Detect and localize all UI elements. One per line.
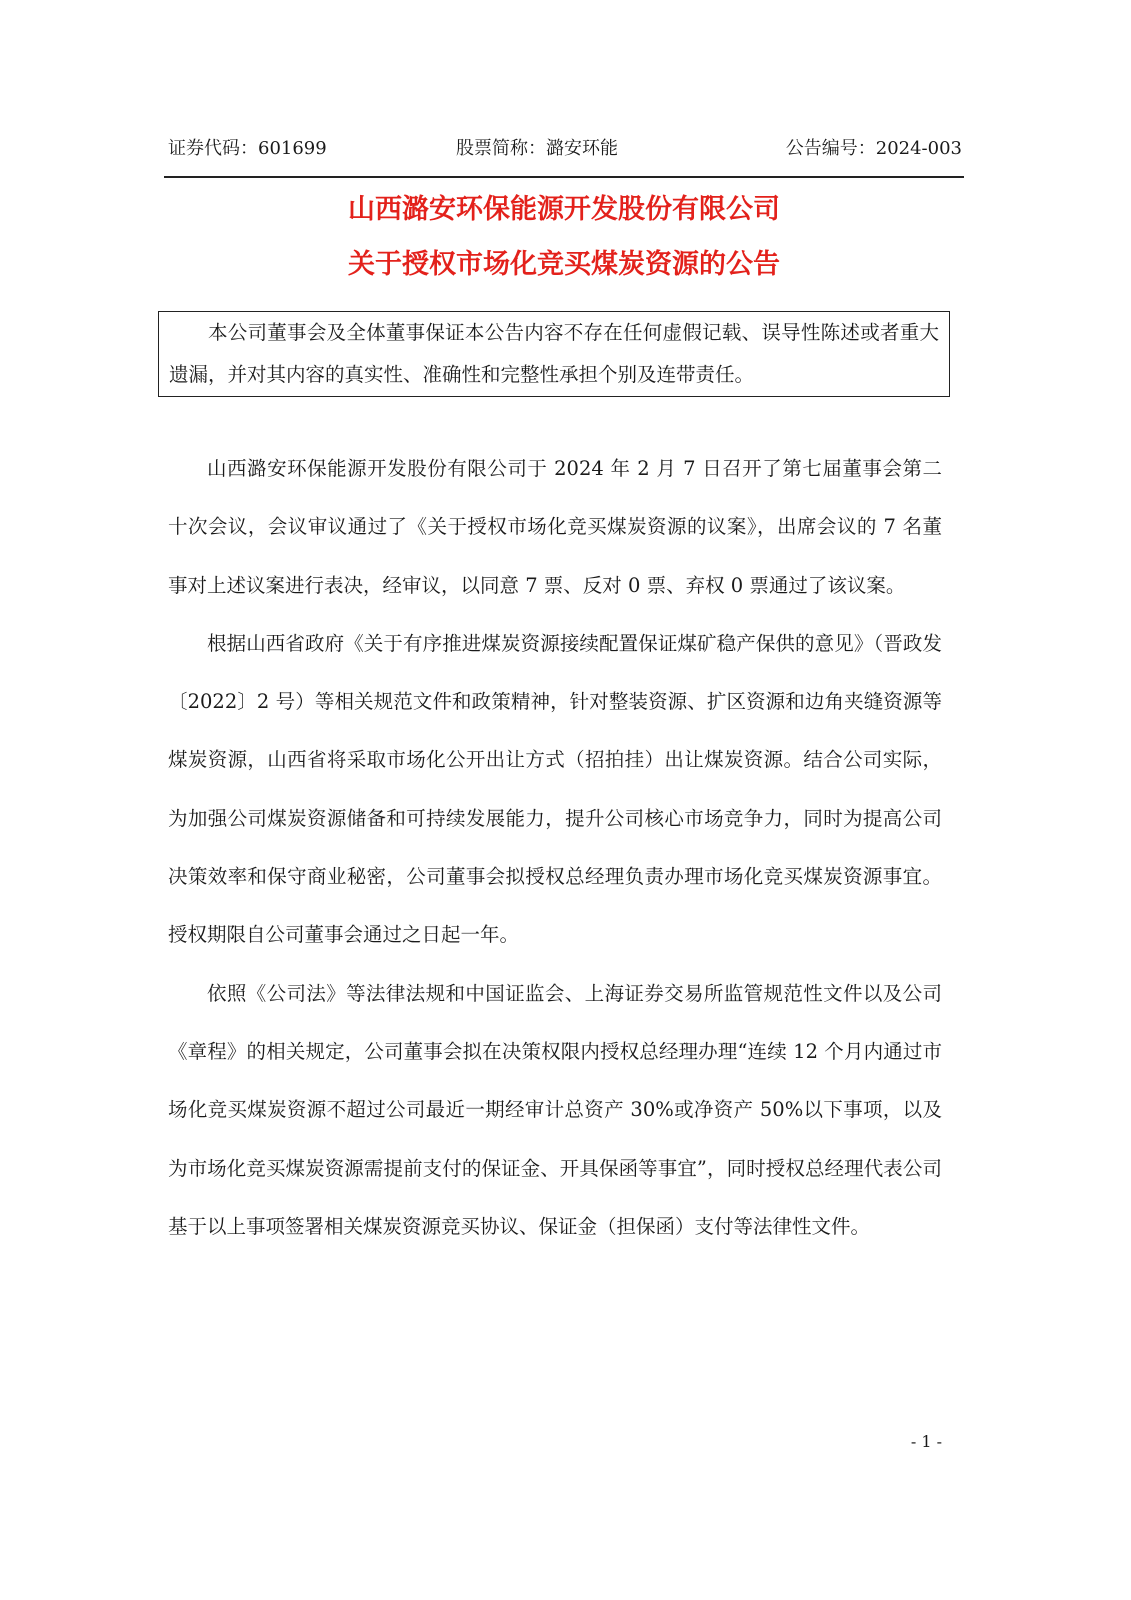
document-title-company: 山西潞安环保能源开发股份有限公司 <box>348 194 780 225</box>
stock-abbreviation: 股票简称：潞安环能 <box>456 138 618 159</box>
stock-code: 证券代码：601699 <box>168 138 327 159</box>
document-title-subject: 关于授权市场化竞买煤炭资源的公告 <box>348 249 780 280</box>
notice-text: 本公司董事会及全体董事保证本公告内容不存在任何虚假记载、误导性陈述或者重大遗漏，并对其内容的真实性、准确性和完整性承担个别及连带责任。 <box>169 321 939 386</box>
body-paragraph: 根据山西省政府《关于有序推进煤炭资源接续配置保证煤矿稳产保供的意见》（晋政发〔2022〕2 号）等相关规范文件和政策精神，针对整装资源、扩区资源和边角夹缝资源等煤炭资源，山西省将采取市场化公开出让方式（招拍挂）出让煤炭资源。结合公司实际，为加强公司煤炭资源储备和可持续发展能力，提升公司核心市场竞争力，同时为提高公司决策效率和保守商业秘密，公司董事会拟授权总经理负责办理市场化竞买煤炭资源事宜。授权期限自公司董事会通过之日起一年。 <box>168 631 942 947</box>
board-guarantee-notice <box>158 311 950 397</box>
announcement-number: 公告编号：2024-003 <box>785 138 962 159</box>
page-number: - 1 - <box>910 1432 942 1451</box>
announcement-header <box>168 134 962 164</box>
header-divider <box>164 176 964 178</box>
body-paragraph: 依照《公司法》等法律法规和中国证监会、上海证券交易所监管规范性文件以及公司《章程》的相关规定，公司董事会拟在决策权限内授权总经理办理“连续 12 个月内通过市场化竞买煤炭资源不超过公司最近一期经审计总资产 30%或净资产 50%以下事项，以及为市场化竞买煤炭资源需提前支付的保证金、开具保函等事宜”，同时授权总经理代表公司基于以上事项签署相关煤炭资源竞买协议、保证金（担保函）支付等法律性文件。 <box>168 981 942 1238</box>
document-body <box>168 440 942 1256</box>
body-paragraph: 山西潞安环保能源开发股份有限公司于 2024 年 2 月 7 日召开了第七届董事会第二十次会议，会议审议通过了《关于授权市场化竞买煤炭资源的议案》，出席会议的 7 名董事对上述议案进行表决，经审议，以同意 7 票、反对 0 票、弃权 0 票通过了该议案。 <box>168 457 942 597</box>
